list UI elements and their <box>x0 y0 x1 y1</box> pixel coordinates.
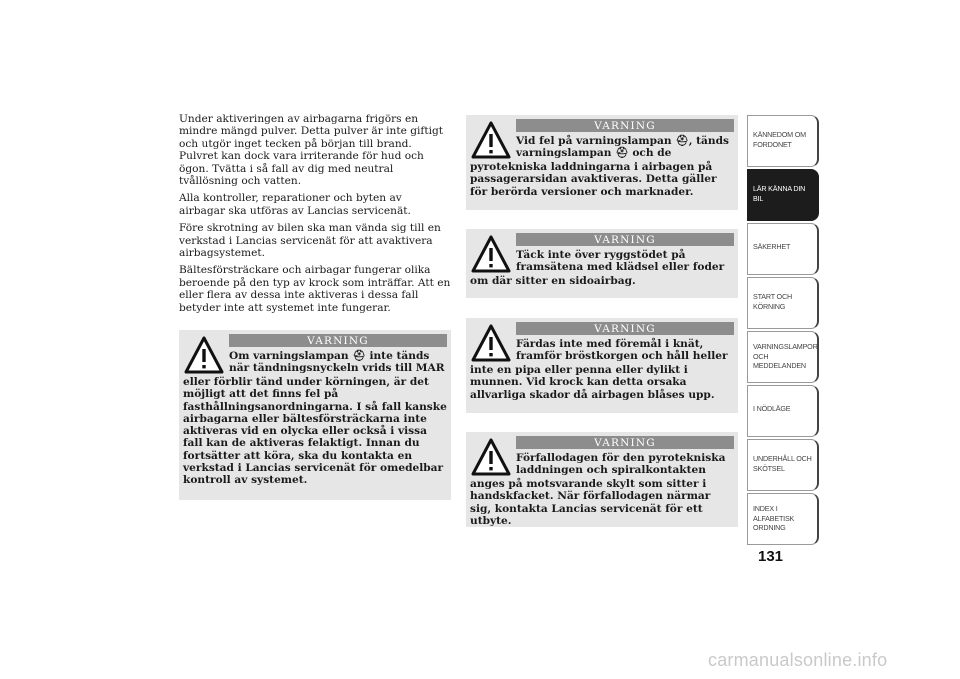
tab-label-line: SKÖTSEL <box>753 463 785 473</box>
tab-label-line: START OCH <box>753 292 792 301</box>
airbag-lamp-icon: ⛑ <box>615 147 629 160</box>
warning-box-seat-cover <box>466 229 738 298</box>
watermark: carmanualsonline.info <box>708 650 888 670</box>
tab-label-line: ALFABETISK <box>753 513 795 523</box>
warning-text-first: Förfallodagen för den pyrotekniska laddningen och spiralkontakten <box>516 452 726 477</box>
warning-triangle-icon <box>470 322 512 364</box>
tab-label-line: OCH <box>753 351 769 361</box>
warning-box-objects <box>466 318 738 413</box>
warning-title: VARNING <box>229 334 447 347</box>
left-column-text <box>179 113 451 319</box>
tab-start-och-korning[interactable] <box>747 277 819 329</box>
warning-box-lamp-mar <box>179 330 451 500</box>
paragraph-function: Bältesförsträckare och airbagar fungerar olika beroende på den typ av krock som inträffar. Att en eller flera av dessa inte aktiveras i dessa fall betyder inte att systemet inte fungerar. <box>179 264 451 314</box>
tab-varningslampor-och-meddelanden[interactable] <box>747 331 819 383</box>
chapter-tabs <box>747 115 819 547</box>
warning-box-lamp-fault <box>466 115 738 210</box>
warning-triangle-icon <box>470 436 512 478</box>
warning-text-rest: om där sitter en sidoairbag. <box>470 275 636 287</box>
warning-title: VARNING <box>516 119 734 132</box>
warning-text-rest: anges på motsvarande skylt som sitter i handskfacket. När förfallodagen närmar sig, kontakta Lancias servicenät för ett utbyte. <box>470 478 711 527</box>
warning-triangle-icon <box>470 233 512 275</box>
tab-label-line: ORDNING <box>753 523 786 532</box>
tab-label-line: INDEX I <box>753 504 778 513</box>
tab-label-line: SÄKERHET <box>753 242 791 251</box>
tab-sakerhet[interactable] <box>747 223 819 275</box>
paragraph-service: Alla kontroller, reparationer och byten av airbagar ska utföras av Lancias servicenät. <box>179 192 411 217</box>
warning-text-part: Vid fel på varningslampan <box>516 135 672 147</box>
tab-kannedom-om-fordonet[interactable] <box>747 115 819 167</box>
tab-label-line: MEDDELANDEN <box>753 361 806 370</box>
warning-text-part: , tänds varningslampan <box>516 135 729 160</box>
warning-text-first <box>516 135 734 160</box>
warning-title: VARNING <box>516 233 734 246</box>
warning-box-expiry <box>466 432 738 527</box>
tab-label-line: FORDONET <box>753 139 792 149</box>
warning-triangle-icon <box>183 334 225 376</box>
airbag-lamp-icon: ⛑ <box>352 350 366 362</box>
tab-lar-kanna-din-bil[interactable] <box>747 169 819 221</box>
paragraph-powder: Under aktiveringen av airbagarna frigörs en mindre mängd pulver. Detta pulver är inte giftigt och utgör inget tecken på början till brand. Pulvret kan dock vara irriterande för hud och ögon. Tvätta i så fall av dig med neutral tvållösning och vatten. <box>179 113 443 188</box>
tab-i-nodlage[interactable] <box>747 385 819 437</box>
tab-label-line: LÄR KÄNNA DIN <box>753 184 806 193</box>
warning-text-part: Om varningslampan <box>229 350 349 362</box>
page-number: 131 <box>758 548 784 565</box>
warning-text-rest: inte en pipa eller penna eller dylikt i munnen. Vid krock kan detta orsaka allvarliga skador då airbagen blåses upp. <box>470 364 715 401</box>
warning-text-rest: pyrotekniska laddningarna i airbagen på passagerarsidan avaktiveras. Detta gäller för berörda versioner och marknader. <box>470 161 717 198</box>
warning-title: VARNING <box>516 322 734 335</box>
warning-title: VARNING <box>516 436 734 449</box>
tab-label-line: UNDERHÅLL OCH <box>753 454 812 463</box>
tab-index-i-alfabetisk-ordning[interactable] <box>747 493 819 545</box>
warning-text-part: och de <box>628 147 672 160</box>
tab-label-line: KÄNNEDOM OM <box>753 130 806 139</box>
tab-underhall-och-skotsel[interactable] <box>747 439 819 491</box>
airbag-lamp-icon: ⛑ <box>675 135 689 147</box>
tab-label-line: VARNINGSLAMPOR <box>753 342 818 351</box>
warning-triangle-icon <box>470 119 512 161</box>
warning-text-first: Färdas inte med föremål i knät, framför bröstkorgen och håll heller <box>516 338 728 363</box>
tab-label-line: BIL <box>753 193 764 203</box>
tab-label-line: KÖRNING <box>753 301 786 311</box>
warning-text-first <box>229 350 447 375</box>
warning-text-first: Täck inte över ryggstödet på framsätena med klädsel eller foder <box>516 249 725 274</box>
warning-text-rest: eller förblir tänd under körningen, är det möjligt att det finns fel på fasthållningsanordningarna. I så fall kanske airbagarna eller bältesförsträckarna inte aktiveras vid en olycka eller också i vissa fall kan de aktiveras felaktigt. Innan du fortsätter att köra, ska du kontakta en verkstad i Lancias servicenät för omedelbar kontroll av systemet. <box>183 376 447 487</box>
paragraph-scrapping: Före skrotning av bilen ska man vända sig till en verkstad i Lancias servicenät för att avaktivera airbagsystemet. <box>179 222 441 260</box>
warning-text-part: inte tänds när tändningsnyckeln vrids till MAR <box>229 350 445 375</box>
tab-label-line: I NÖDLÄGE <box>753 404 791 413</box>
